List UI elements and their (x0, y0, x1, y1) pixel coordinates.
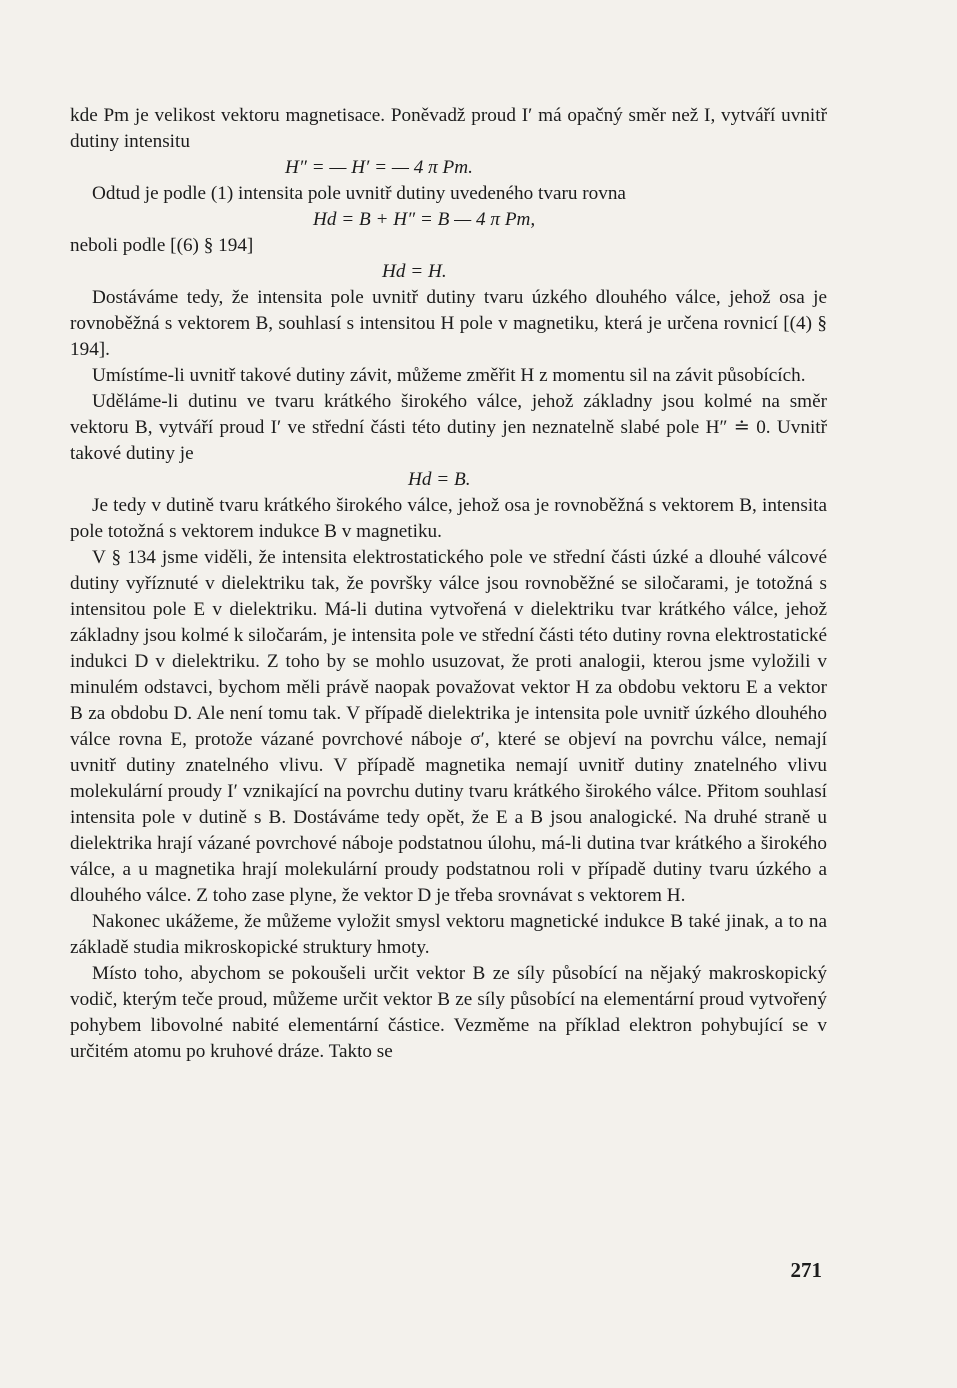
paragraph-3: nebolі podle [(6) § 194] (70, 235, 254, 256)
paragraph-8: V § 134 jsme viděli, že intensita elektrostatického pole ve střední části úzké a dlouhé válcové dutiny vyříznuté v dielektriku tak, že površky válce jsou rovnoběžné se siločarami, je totožná s intensitou pole E v dielektriku. Má-li dutina vytvořená v dielektriku tvar krátkého válce, jehož základny jsou kolmé k siločarám, je intensita pole ve střední části této dutiny rovna elektrostatické indukci D v dielektriku. Z toho by se mohlo usuzovat, že proti analogii, kterou jsme vyložili v minulém odstavci, bychom měli právě naopak považovat vektor H za obdobu vektoru E a vektor B za obdobu D. Ale není tomu tak. V případě dielektrika je intensita pole uvnitř úzkého dlouhého válce rovna E, protože vázané povrchové náboje σ′, které se objeví na povrchu válce, nemají uvnitř dutiny znatelného vlivu. V případě magnetika nemají uvnitř dutiny znatelného vlivu molekulární proudy I′ vznikající na povrchu dutiny tvaru krátkého širokého válce. Přitom souhlasí intensita pole v dutině s B. Dostáváme tedy opět, že E a B jsou analogické. Na druhé straně u dielektrika hrají vázané povrchové náboje podstatnou úlohu, má-li dutina tvar krátkého a širokého válce, a u magnetika hrají molekulární proudy podstatnou roli v případě dutiny tvaru úzkého a dlouhého válce. Z toho zase plyne, že vektor D je třeba srovnávat s vektorem H. (70, 547, 827, 906)
paragraph-6: Uděláme-li dutinu ve tvaru krátkého širokého válce, jehož základny jsou kolmé na směr vektoru B, vytváří proud I′ ve střední části této dutiny jen neznatelně slabé pole H″ ≐ 0. Uvnitř takové dutiny je (70, 391, 827, 464)
equation-h-double-prime: H″ = — H′ = — 4 π Pm. (285, 157, 473, 178)
paragraph-10: Místo toho, abychom se pokoušeli určit vektor B ze síly působící na nějaký makroskopický vodič, kterým teče proud, můžeme určit vektor B ze síly působící na elementární proud vytvořený pohybem libovolné nabité elementární částice. Vezměme na příklad elektron pohybující se v určitém atomu po kruhové dráze. Takto se (70, 963, 827, 1062)
paragraph-4: Dostáváme tedy, že intensita pole uvnitř dutiny tvaru úzkého dlouhého válce, jehož osa je rovnoběžná s vektorem B, souhlasí s intensitou H pole v magnetiku, která je určena rovnicí [(4) § 194]. (70, 287, 827, 360)
paragraph-2: Odtud je podle (1) intensita pole uvnitř dutiny uvedeného tvaru rovna (92, 183, 626, 204)
paragraph-5: Umístíme-li uvnitř takové dutiny závit, můžeme změřit H z momentu sil na závit působících. (92, 365, 806, 386)
paragraph-1: kde Pm je velikost vektoru magnetisace. Poněvadž proud I′ má opačný směr než I, vytváří uvnitř dutiny intensitu (70, 105, 827, 152)
equation-hd-equals-b: Hd = B. (408, 469, 471, 490)
paragraph-7: Je tedy v dutině tvaru krátkého širokého válce, jehož osa je rovnoběžná s vektorem B, intensita pole totožná s vektorem indukce B v magnetiku. (70, 495, 827, 542)
paragraph-9: Nakonec ukážeme, že můžeme vyložit smysl vektoru magnetické indukce B také jinak, a to na základě studia mikroskopické struktury hmoty. (70, 911, 827, 958)
equation-hd-sum: Hd = B + H″ = B — 4 π Pm, (313, 209, 536, 230)
page-number: 271 (790, 1258, 822, 1282)
equation-hd-equals-h: Hd = H. (382, 261, 447, 282)
